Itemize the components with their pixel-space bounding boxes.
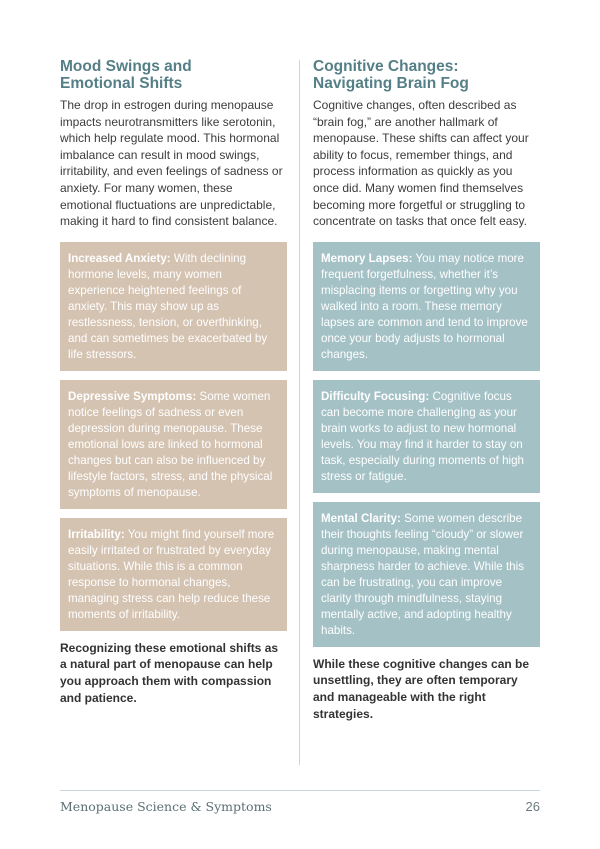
clarity-text: Some women describe their thoughts feeling “cloudy” or slower during menopause, making mental sharpness harder to achieve. While this can be frustrating, you can improve clarity through mindfulness, staying mentally active, and adopting healthy habits.	[321, 511, 524, 637]
focus-box	[313, 380, 540, 493]
right-intro: Cognitive changes, often described as “brain fog,” are another hallmark of menopause. These shifts can affect your ability to focus, remember things, and process information as quickly as you once did. Many women find themselves becoming more forgetful or struggling to concentrate on tasks that once felt easy.	[313, 98, 529, 229]
memory-box	[313, 242, 540, 371]
right-heading	[313, 58, 540, 92]
right-column	[313, 58, 540, 722]
depressive-title: Depressive Symptoms:	[68, 389, 197, 403]
left-column	[60, 58, 287, 706]
footer-rule	[60, 790, 540, 791]
left-heading	[60, 58, 287, 92]
memory-text: You may notice more frequent forgetfulness, whether it’s misplacing items or forgetting why you walked into a room. These memory lapses are common and tend to improve once your body adjusts to hormonal changes.	[321, 251, 528, 361]
focus-title: Difficulty Focusing:	[321, 389, 430, 403]
focus-text: Cognitive focus can become more challenging as your brain works to adjust to new hormonal levels. You may find it harder to stay on task, especially during moments of high stress or fatigue.	[321, 389, 524, 483]
right-closing: While these cognitive changes can be unsettling, they are often temporary and manageable with the right strategies.	[313, 656, 530, 721]
left-heading-line2: Emotional Shifts	[60, 75, 183, 92]
right-heading-line2: Navigating Brain Fog	[313, 75, 469, 92]
anxiety-text: With declining hormone levels, many women experience heightened feelings of anxiety. This may show up as restlessness, tension, or overthinking, and can sometimes be exacerbated by life stressors.	[68, 251, 268, 361]
footer-title: Menopause Science & Symptoms	[60, 799, 272, 814]
left-heading-line1: Mood Swings and	[60, 58, 192, 75]
right-heading-line1: Cognitive Changes:	[313, 58, 459, 75]
clarity-title: Mental Clarity:	[321, 511, 401, 525]
left-intro: The drop in estrogen during menopause impacts neurotransmitters like serotonin, which help regulate mood. This hormonal imbalance can result in mood swings, irritability, and even feelings of sadness or anxiety. For many women, these emotional fluctuations are unpredictable, making it hard to find consistent balance.	[60, 98, 283, 229]
anxiety-title: Increased Anxiety:	[68, 251, 171, 265]
clarity-box	[313, 502, 540, 647]
memory-title: Memory Lapses:	[321, 251, 413, 265]
left-closing: Recognizing these emotional shifts as a natural part of menopause can help you approach them with compassion and patience.	[60, 640, 279, 705]
irritability-title: Irritability:	[68, 527, 125, 541]
depressive-text: Some women notice feelings of sadness or even depression during menopause. These emotional lows are linked to hormonal changes but can also be influenced by lifestyle factors, stress, and the physical symptoms of menopause.	[68, 389, 273, 499]
anxiety-box	[60, 242, 287, 371]
irritability-box	[60, 518, 287, 631]
column-divider	[299, 60, 300, 765]
depressive-box	[60, 380, 287, 509]
irritability-text: You might find yourself more easily irritated or frustrated by everyday situations. While this is a common response to hormonal changes, managing stress can help reduce these moments of irritability.	[68, 527, 275, 621]
page-number: 26	[525, 799, 540, 814]
